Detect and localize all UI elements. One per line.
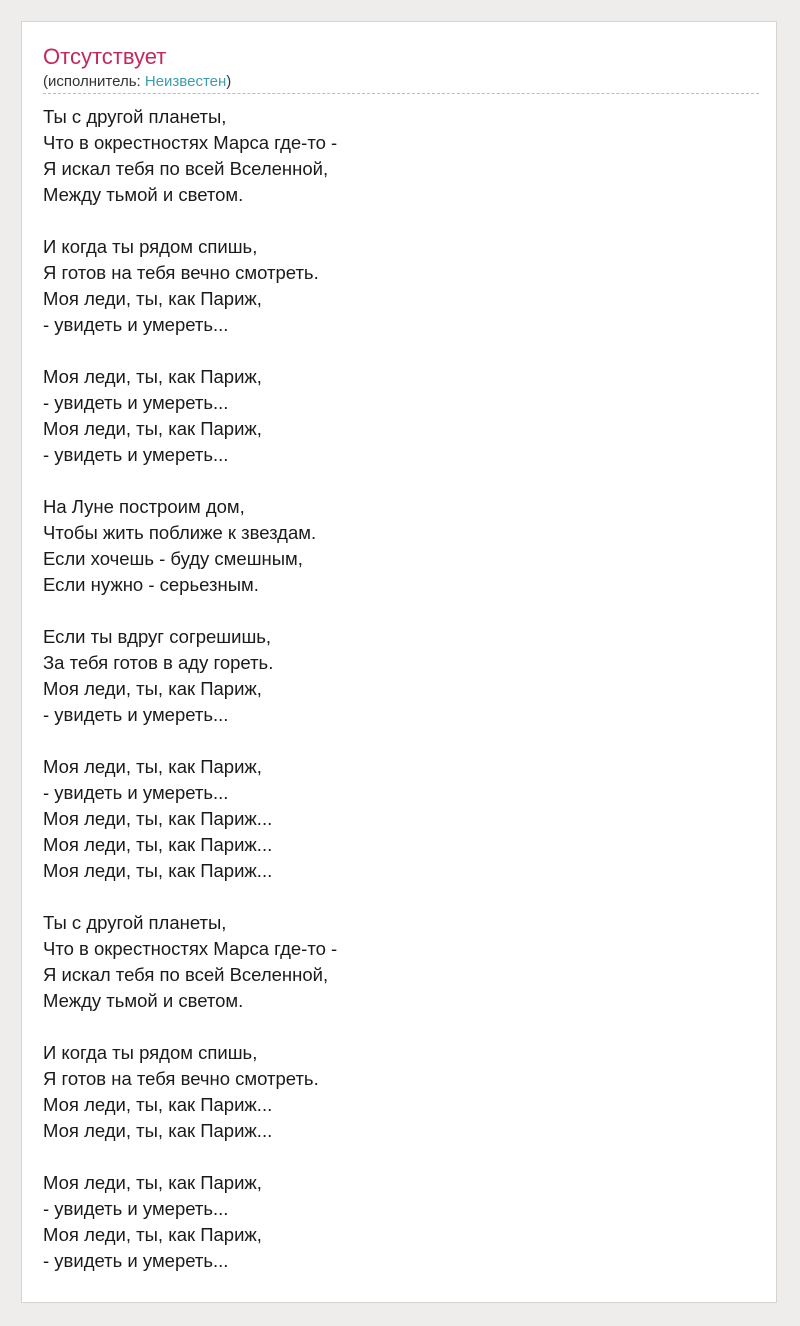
lyrics-card <box>21 21 777 1303</box>
lyric-line: И когда ты рядом спишь, <box>43 1042 258 1063</box>
lyric-line: Ты с другой планеты, <box>43 912 227 933</box>
lyric-line: - увидеть и умереть... <box>43 444 229 465</box>
lyrics-stanza <box>43 364 759 468</box>
lyric-line: Моя леди, ты, как Париж, <box>43 366 262 387</box>
lyrics-stanza <box>43 234 759 338</box>
song-title: Отсутствует <box>43 44 167 69</box>
artist-suffix: ) <box>226 73 232 90</box>
lyric-line: Ты с другой планеты, <box>43 106 227 127</box>
lyrics-text <box>43 104 759 1300</box>
lyric-line: Моя леди, ты, как Париж, <box>43 418 262 439</box>
lyric-line: - увидеть и умереть... <box>43 704 229 725</box>
lyric-line: Что в окрестностях Марса где-то - <box>43 132 338 153</box>
lyric-line: Моя леди, ты, как Париж, <box>43 756 262 777</box>
lyrics-stanza <box>43 910 759 1014</box>
lyric-line: Моя леди, ты, как Париж, <box>43 1224 262 1245</box>
lyric-line: На Луне построим дом, <box>43 496 245 517</box>
artist-prefix: (исполнитель: <box>43 73 145 90</box>
lyrics-stanza <box>43 1040 759 1144</box>
lyric-line: Чтобы жить поближе к звездам. <box>43 522 317 543</box>
lyric-line: Между тьмой и светом. <box>43 990 244 1011</box>
lyric-line: - увидеть и умереть... <box>43 782 229 803</box>
lyric-line: Моя леди, ты, как Париж, <box>43 288 262 309</box>
lyric-line: - увидеть и умереть... <box>43 1250 229 1271</box>
lyric-line: Если ты вдруг согрешишь, <box>43 626 272 647</box>
lyric-line: Моя леди, ты, как Париж... <box>43 860 273 881</box>
lyric-line: Если нужно - серьезным. <box>43 574 259 595</box>
lyric-line: Моя леди, ты, как Париж... <box>43 808 273 829</box>
lyrics-stanza <box>43 754 759 884</box>
lyric-line: - увидеть и умереть... <box>43 314 229 335</box>
lyric-line: - увидеть и умереть... <box>43 1198 229 1219</box>
lyric-line: Моя леди, ты, как Париж... <box>43 834 273 855</box>
title-divider <box>43 93 759 94</box>
lyrics-stanza <box>43 1170 759 1274</box>
artist-line <box>43 73 231 91</box>
lyric-line: - увидеть и умереть... <box>43 392 229 413</box>
lyric-line: И когда ты рядом спишь, <box>43 236 258 257</box>
lyrics-stanza <box>43 494 759 598</box>
lyric-line: Что в окрестностях Марса где-то - <box>43 938 338 959</box>
lyric-line: Я искал тебя по всей Вселенной, <box>43 158 329 179</box>
lyric-line: Моя леди, ты, как Париж... <box>43 1120 273 1141</box>
lyric-line: Я готов на тебя вечно смотреть. <box>43 1068 319 1089</box>
lyric-line: Если хочешь - буду смешным, <box>43 548 303 569</box>
lyric-line: Я готов на тебя вечно смотреть. <box>43 262 319 283</box>
lyric-line: Моя леди, ты, как Париж... <box>43 1094 273 1115</box>
lyric-line: За тебя готов в аду гореть. <box>43 652 274 673</box>
lyric-line: Я искал тебя по всей Вселенной, <box>43 964 329 985</box>
lyric-line: Между тьмой и светом. <box>43 184 244 205</box>
lyrics-stanza <box>43 624 759 728</box>
lyric-line: Моя леди, ты, как Париж, <box>43 678 262 699</box>
lyrics-stanza <box>43 104 759 208</box>
artist-link[interactable]: Неизвестен <box>144 73 227 90</box>
lyric-line: Моя леди, ты, как Париж, <box>43 1172 262 1193</box>
